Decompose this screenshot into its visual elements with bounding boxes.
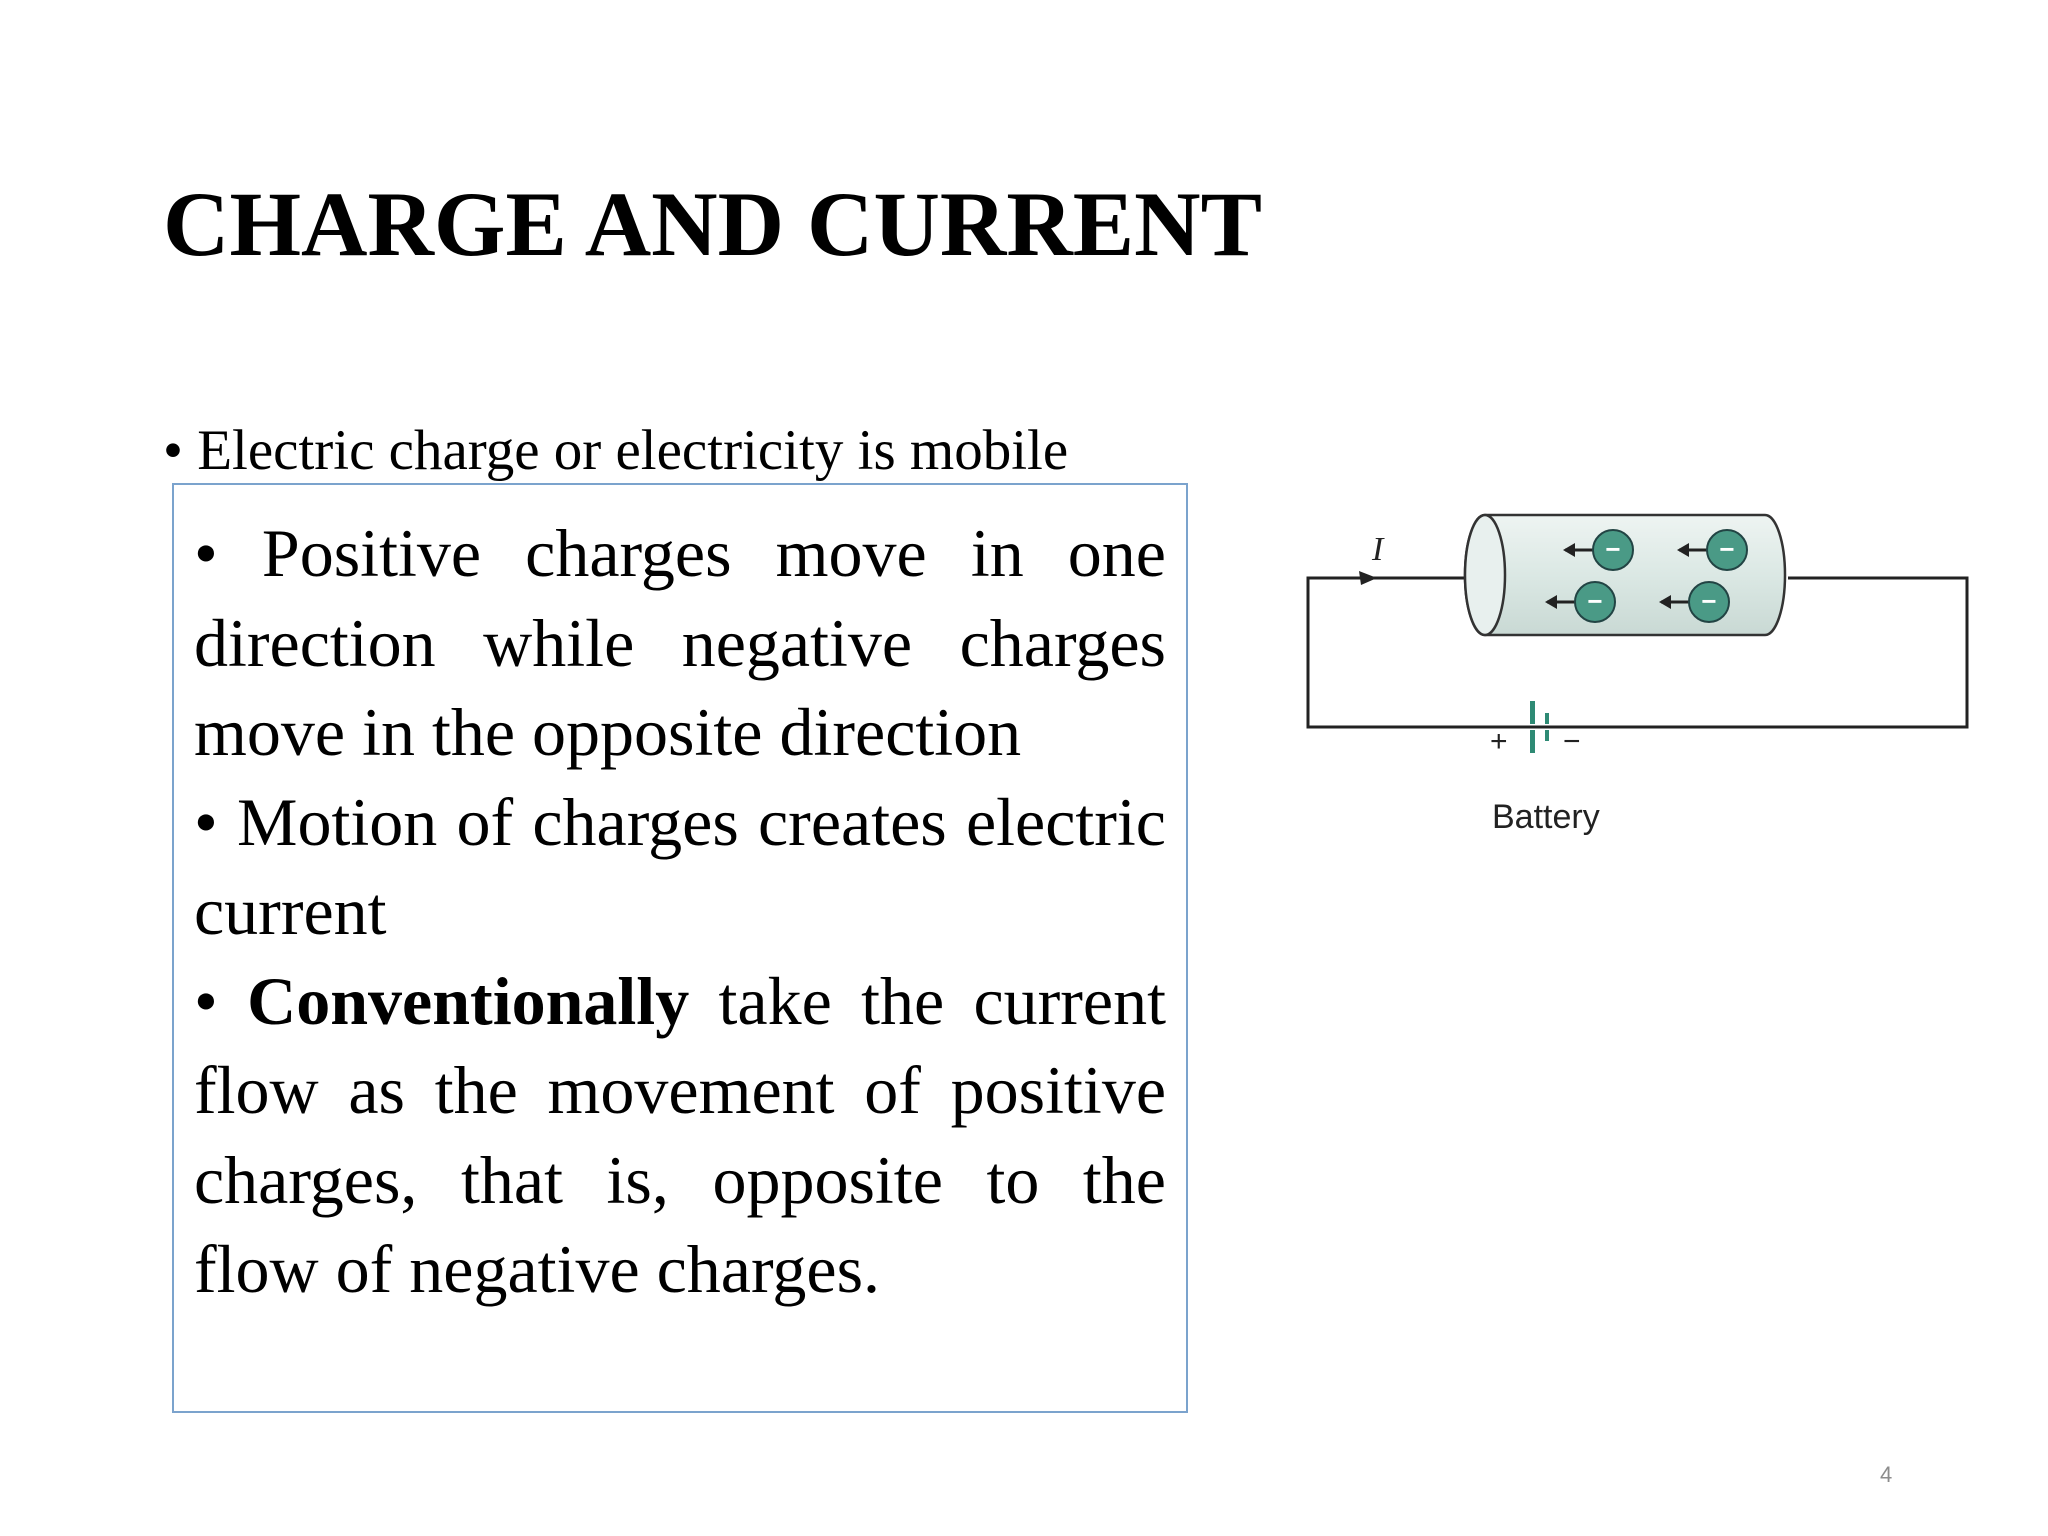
bullet-text-box [172,483,1188,1413]
bold-term-conventionally: Conventionally [247,962,690,1039]
current-arrow-icon [1357,571,1377,585]
battery-label: Battery [1492,798,1600,836]
electron-2-symbol: − [1719,534,1735,564]
electron-1-symbol: − [1605,534,1621,564]
bullet-conventional-current [194,957,1166,1315]
battery-icon [1529,701,1559,753]
bullet-conventional-text: take the current flow as the movement of positive charges, that is, opposite to the flow of negative charges. [194,962,1167,1307]
battery-minus-label: − [1563,725,1581,758]
bullet-marker: • [194,962,248,1039]
electron-4-symbol: − [1701,586,1717,616]
bullet-positive-negative-charges: • Positive charges move in one direction while negative charges move in the opposite direction [194,515,1166,770]
electron-3-symbol: − [1587,586,1603,616]
bullet-motion-of-charges: • Motion of charges creates electric current [194,783,1166,949]
current-label: I [1372,531,1384,568]
page-number: 4 [1880,1462,1893,1487]
battery-plus-label: + [1490,725,1508,758]
intro-bullet: • Electric charge or electricity is mobile [163,419,1069,482]
circuit-diagram [1295,505,1995,865]
slide-title: CHARGE AND CURRENT [163,173,1262,275]
